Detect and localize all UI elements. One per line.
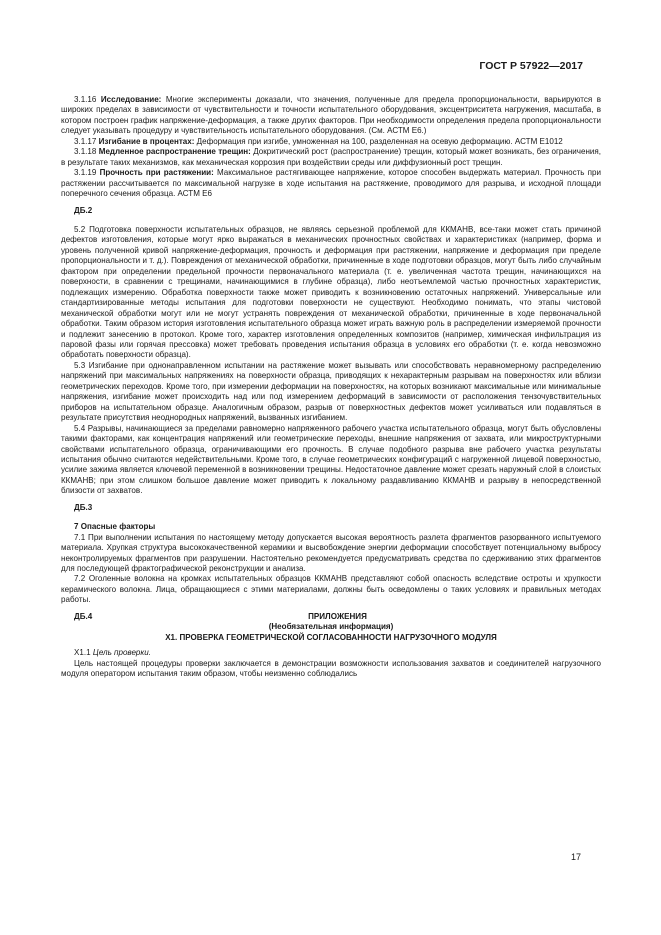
section-heading-hazards: 7 Опасные факторы (74, 522, 156, 532)
x1-heading: Х1. ПРОВЕРКА ГЕОМЕТРИЧЕСКОЙ СОГЛАСОВАННОСТИ НАГРУЗОЧНОГО МОДУЛЯ (165, 632, 497, 642)
definition-3-1-19: 3.1.19 Прочность при растяжении: Максимальное растягивающее напряжение, которое способен выдержать материал. Прочность при растяжении рассчитывается по максимальной нагрузке в ходе испытания на растяжение, проводимого для разрыва, и исходной площади поперечного сечения образца. АСТМ Е6 (61, 168, 601, 199)
term: Прочность при растяжении: (99, 168, 214, 178)
term: Изгибание в процентах: (98, 136, 195, 146)
page-content (61, 95, 601, 680)
appendix-header-row (61, 612, 601, 622)
definition-3-1-18: 3.1.18 Медленное распространение трещин: Докритический рост (распространение) трещин, который может возникать, без ограничения, в результате таких механизмов, как механическая коррозия при воздействии среды или диффузионный рост трещин. (61, 147, 601, 167)
paragraph-7-2: 7.2 Оголенные волокна на кромках испытательных образцов ККМАНВ представляют собой опасность вследствие остроты и хрупкости керамического волокна. Лица, обращающиеся с этими материалами, должны быть осведомлены о таких условиях и правильных методах работы. (61, 574, 601, 605)
appendix-title: ПРИЛОЖЕНИЯ (308, 611, 367, 621)
term: Исследование: (100, 95, 162, 104)
document-code: ГОСТ Р 57922—2017 (479, 60, 583, 72)
paragraph-5-4: 5.4 Разрывы, начинающиеся за пределами равномерно напряженного рабочего участка испытательного образца, могут быть обусловлены такими факторами, как концентрация напряжений или геометрические переходы, внешние напряжения от захвата, или микроструктурными свойствами испытательного образца, ограничивающими его прочность. В случае подобного разрыва вне рабочего участка результаты испытания обычно считаются недействительными. Кроме того, в случае геометрических конфигураций с нагруженной лицевой поверхностью, усилие зажима является ключевой переменной в возникновении трещины. Недостаточное давление может срезать наружный слой в слоистых ККМАНВ; при этом слишком большое давление может приводить к локальному раздавливанию ККМАНВ и разрыву в непосредственной близости от захватов. (61, 423, 601, 496)
paragraph-7-1: 7.1 При выполнении испытания по настоящему методу допускается высокая вероятность разлета фрагментов разорванного испытуемого материала. Хрупкая структура высококачественной керамики и высвобождение энергии деформации способствует потенциальному выбросу неконтролируемых фрагментов при разрушении. Настоятельно рекомендуется предусматривать средства по сдерживанию этих фрагментов для последующей фрактографической реконструкции и анализа. (61, 532, 601, 574)
x1-1-heading: Х1.1 Цель проверки. (74, 648, 151, 658)
definition-3-1-16: 3.1.16 Исследование: Многие эксперименты доказали, что значения, полученные для предела пропорциональности, варьируются в широких пределах в зависимости от чувствительности и точности испытательного оборудования, эксцентриситета нагружения, масштаба, в котором построен график напряжение-деформация, а также других факторов. При необходимости определения предела пропорциональности следует указывать процедуру и чувствительность испытательного оборудования. (См. АСТМ Е6.) (61, 95, 601, 136)
section-mark-db2: ДБ.2 (74, 205, 93, 215)
x1-1-paragraph: Цель настоящей процедуры проверки заключается в демонстрации возможности использования захватов и соединителей нагрузочного модуля оператором испытания таким образом, чтобы неизменно соблюдались (61, 658, 601, 679)
section-mark-db3: ДБ.3 (74, 502, 93, 512)
term: Медленное распространение трещин: (98, 147, 251, 157)
appendix-note: (Необязательная информация) (268, 622, 394, 632)
section-mark-db4: ДБ.4 (74, 611, 93, 621)
definition-3-1-17: 3.1.17 Изгибание в процентах: Деформация при изгибе, умноженная на 100, разделенная на осевую деформацию. АСТМ Е1012 (74, 136, 563, 146)
paragraph-5-3: 5.3 Изгибание при однонаправленном испытании на растяжение может вызывать или способствовать неравномерному распределению напряжений при максимальных напряжениях на поверхности образца, приводящих к нехарактерным разрывам на поверхностях или вблизи геометрических переходов. Кроме того, при измерении деформации на поверхностях, на которых возникают максимальные или минимальные напряжения, изгибание может происходить над или под измерением деформаций в зависимости от расположения тензочувствительных приборов на испытательном образце. Аналогичным образом, разрыв от поверхностных дефектов может усиливаться или подавляться в результате присутствия неоднородных напряжений, вызванных изгибанием. (61, 360, 601, 423)
page-number: 17 (570, 852, 581, 862)
paragraph-5-2: 5.2 Подготовка поверхности испытательных образцов, не являясь серьезной проблемой для ККМАНВ, все-таки может стать причиной дефектов изготовления, которые могут ярко выражаться в механических прочностных свойствах и характеристиках (например, форма и уровень полученной кривой напряжение-деформация, прочность и деформация при растяжении, напряжение и деформация при пределе пропорциональности и т. д.). Повреждения от механической обработки, причиненные в ходе подготовки образцов, могут быть либо случайным фактором при определении предельной прочности первоначального материала (т. е. увеличенная частота трещин, начинающихся на поверхности, в сравнении с трещинами, начинающимися в глубине образца), либо неотъемлемой частью прочностных характеристик, подлежащих измерению. Обработка поверхности также может приводить к возникновению остаточных напряжений. Универсальные или стандартизированные методы испытания для подготовки поверхности не существуют. Необходимо понимать, что этапы чистовой механической обработки могут или не могут устранять повреждения от механической обработки, причиненные в ходе первоначальной обработки. Таким образом история изготовления испытательного образца может играть важную роль в распределении измеряемой прочности и подлежит занесению в протокол. Кроме того, характер изготовления определенных композитов (например, химическая инфильтрация из паровой фазы или горячая прессовка) может требовать проведения испытания образца в условиях его обработки (т. е. когда невозможно обработать поверхности образца). (61, 224, 601, 360)
